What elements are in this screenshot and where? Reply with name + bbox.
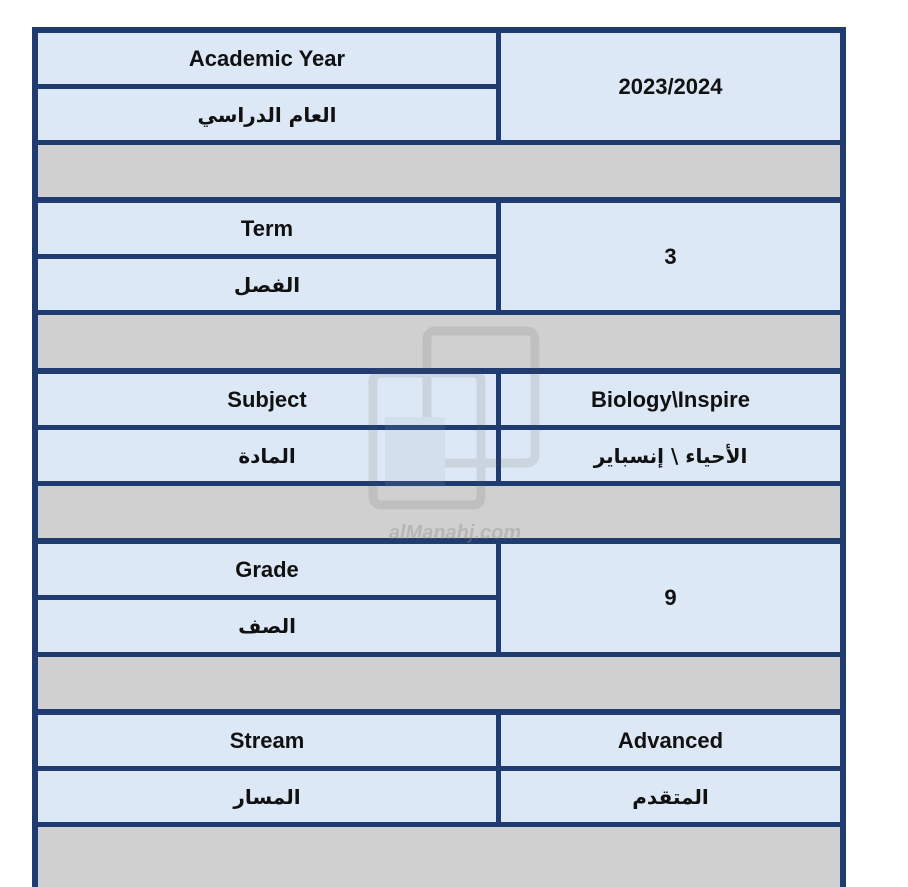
spacer-row bbox=[38, 657, 840, 709]
academic-year-label-en: Academic Year bbox=[38, 33, 496, 84]
term-value: 3 bbox=[501, 203, 840, 310]
subject-label-ar: المادة bbox=[38, 430, 496, 481]
spacer-row bbox=[38, 145, 840, 197]
grade-label-ar: الصف bbox=[38, 600, 496, 652]
subject-label-en: Subject bbox=[38, 374, 496, 425]
subject-value-en: Biology\Inspire bbox=[501, 374, 840, 425]
subject-value-ar: الأحياء \ إنسباير bbox=[501, 430, 840, 481]
spacer-row bbox=[38, 486, 840, 538]
info-table bbox=[32, 27, 846, 887]
grade-label-en: Grade bbox=[38, 544, 496, 595]
academic-year-value: 2023/2024 bbox=[501, 33, 840, 140]
term-label-ar: الفصل bbox=[38, 259, 496, 310]
stream-value-ar: المتقدم bbox=[501, 771, 840, 822]
spacer-row bbox=[38, 827, 840, 887]
stream-label-en: Stream bbox=[38, 715, 496, 766]
stream-value-en: Advanced bbox=[501, 715, 840, 766]
spacer-row bbox=[38, 315, 840, 368]
grade-value: 9 bbox=[501, 544, 840, 652]
watermark-text: alManahj.com bbox=[388, 522, 522, 544]
academic-year-label-ar: العام الدراسي bbox=[38, 89, 496, 140]
term-label-en: Term bbox=[38, 203, 496, 254]
stream-label-ar: المسار bbox=[38, 771, 496, 822]
